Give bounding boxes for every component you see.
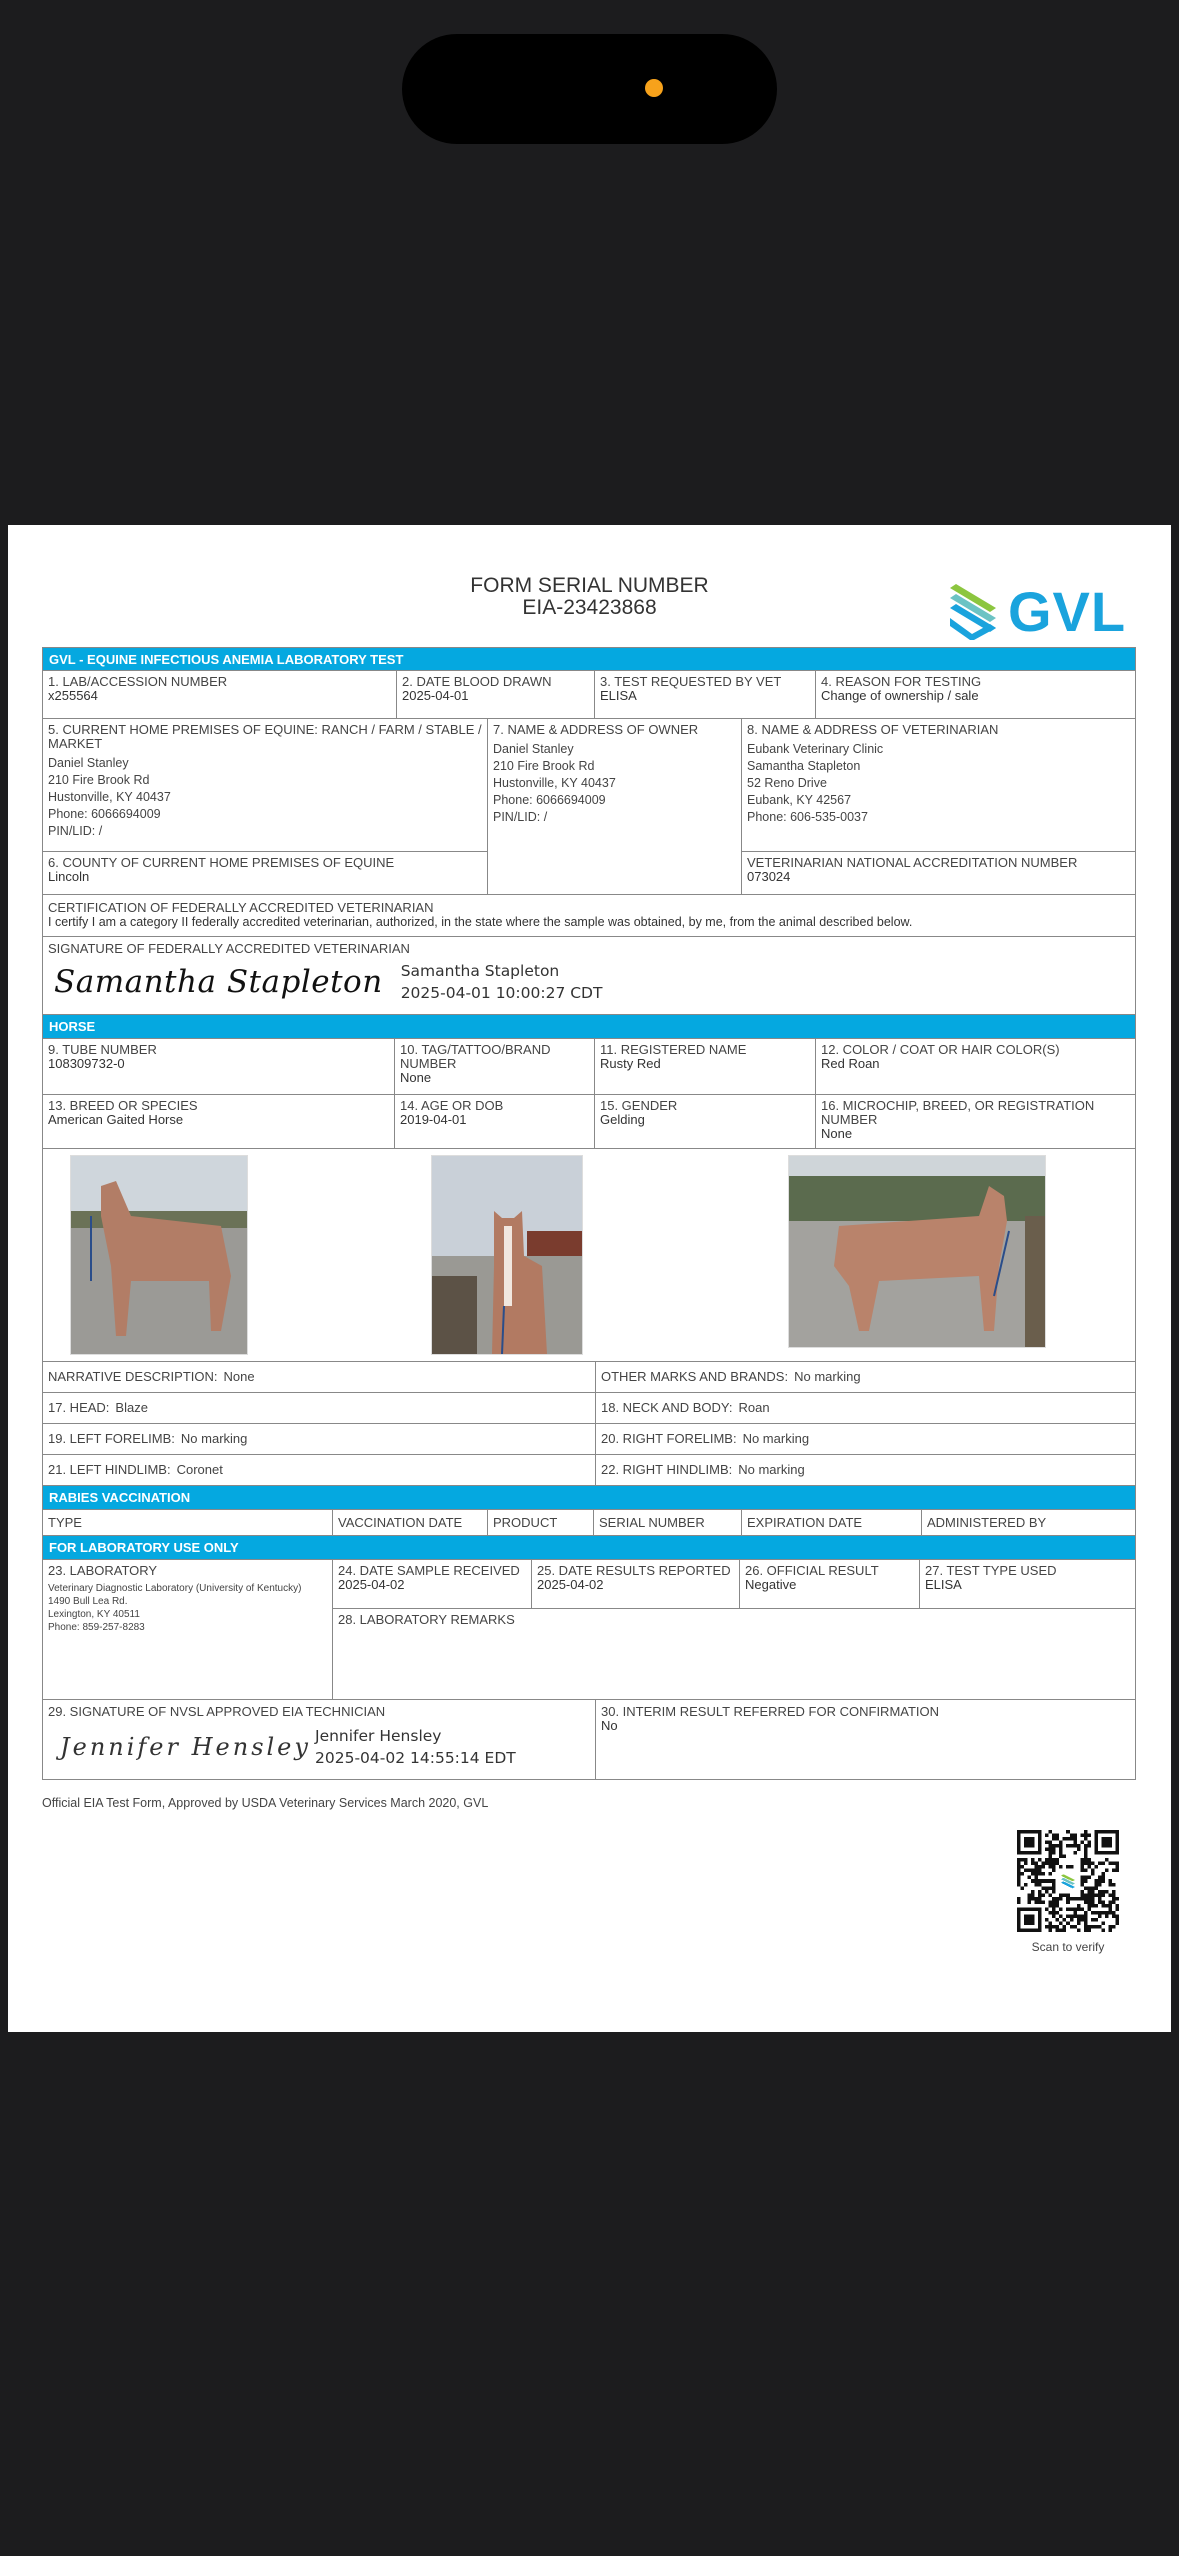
official-result-value: Negative	[745, 1577, 797, 1592]
gender-value: Gelding	[600, 1112, 645, 1127]
lab-results-column	[333, 1560, 1135, 1699]
section-bar-lab: FOR LABORATORY USE ONLY	[42, 1536, 1136, 1560]
vet-signature-timestamp: 2025-04-01 10:00:27 CDT	[400, 984, 603, 1002]
test-type-value: ELISA	[925, 1577, 962, 1592]
county-cell	[43, 852, 487, 894]
other-marks-label: OTHER MARKS AND BRANDS:	[601, 1369, 789, 1384]
lab-remarks-label: 28. LABORATORY REMARKS	[338, 1612, 515, 1627]
county-label: 6. COUNTY OF CURRENT HOME PREMISES OF EQUINE	[48, 855, 395, 870]
test-requested-value: ELISA	[600, 688, 637, 703]
markings-row-1	[42, 1362, 1136, 1393]
microchip-cell	[816, 1095, 1135, 1148]
approval-footer-note: Official EIA Test Form, Approved by USDA Veterinary Services March 2020, GVL	[42, 1796, 489, 1810]
rabies-col-product: PRODUCT	[488, 1510, 594, 1535]
interim-result-value: No	[601, 1718, 618, 1733]
tube-number-value: 108309732-0	[48, 1056, 125, 1071]
tag-number-cell	[395, 1039, 595, 1094]
technician-signature-meta	[315, 1725, 516, 1769]
other-marks-cell	[596, 1362, 1135, 1392]
lab-accession-cell	[43, 671, 397, 718]
test-requested-label: 3. TEST REQUESTED BY VET	[600, 674, 782, 689]
lab-remarks-cell	[333, 1609, 1135, 1699]
lab-accession-label: 1. LAB/ACCESSION NUMBER	[48, 674, 228, 689]
tube-number-label: 9. TUBE NUMBER	[48, 1042, 157, 1057]
breed-label: 13. BREED OR SPECIES	[48, 1098, 198, 1113]
serial-label: FORM SERIAL NUMBER	[470, 574, 709, 597]
accreditation-number: 073024	[747, 869, 791, 884]
color-cell	[816, 1039, 1135, 1094]
markings-row-3	[42, 1424, 1136, 1455]
rabies-col-administered-by: ADMINISTERED BY	[927, 1515, 1047, 1530]
certification-text: I certify I am a category II federally accredited veterinarian, authorized, in the state where the sample was obtained, by me, from the animal described below.	[48, 915, 913, 929]
date-received-value: 2025-04-02	[338, 1577, 405, 1592]
laboratory-line: Lexington, KY 40511	[48, 1609, 140, 1620]
gender-label: 15. GENDER	[600, 1098, 678, 1113]
premises-line: Daniel Stanley	[48, 756, 129, 770]
interim-result-label: 30. INTERIM RESULT REFERRED FOR CONFIRMATION	[601, 1704, 940, 1719]
certification-row	[42, 895, 1136, 937]
rabies-col-serial-number: SERIAL NUMBER	[594, 1510, 742, 1535]
lab-accession-value: x255564	[48, 688, 98, 703]
verification-qr-code[interactable]	[1017, 1830, 1119, 1932]
laboratory-address	[48, 1582, 327, 1634]
rabies-col-type: TYPE	[43, 1510, 333, 1535]
tag-number-label: 10. TAG/TATTOO/BRAND NUMBER	[400, 1042, 551, 1071]
section-bar-eia: GVL - EQUINE INFECTIOUS ANEMIA LABORATORY TEST	[42, 647, 1136, 671]
owner-line: Hustonville, KY 40437	[493, 776, 616, 790]
premises-line: Phone: 6066694009	[48, 807, 161, 821]
technician-signature-cell	[43, 1700, 596, 1779]
vet-address	[747, 741, 1130, 826]
date-received-label: 24. DATE SAMPLE RECEIVED	[338, 1563, 520, 1578]
technician-row	[42, 1700, 1136, 1780]
date-reported-value: 2025-04-02	[537, 1577, 604, 1592]
owner-line: PIN/LID: /	[493, 810, 548, 824]
vet-cell	[742, 719, 1135, 852]
vet-label: 8. NAME & ADDRESS OF VETERINARIAN	[747, 722, 999, 737]
horse-row-1	[42, 1039, 1136, 1095]
dynamic-island	[402, 34, 777, 144]
horse-row-2	[42, 1095, 1136, 1149]
breed-cell	[43, 1095, 395, 1148]
accreditation-label: VETERINARIAN NATIONAL ACCREDITATION NUMBER	[747, 855, 1078, 870]
premises-column	[43, 719, 488, 894]
section-bar-rabies: RABIES VACCINATION	[42, 1486, 1136, 1510]
vet-line: Eubank Veterinary Clinic	[747, 742, 884, 756]
county-value: Lincoln	[48, 869, 90, 884]
rabies-col-expiration-date: EXPIRATION DATE	[742, 1510, 922, 1535]
technician-name: Jennifer Hensley	[315, 1727, 442, 1745]
certification-cell	[43, 895, 1135, 936]
premises-address	[48, 755, 482, 840]
laboratory-cell	[43, 1560, 333, 1699]
rabies-col-vaccination-date: VACCINATION DATE	[333, 1510, 488, 1535]
horse-right-side-photo	[788, 1155, 1046, 1348]
date-drawn-cell	[397, 671, 595, 718]
qr-caption: Scan to verify	[1031, 1940, 1105, 1954]
vet-column	[742, 719, 1135, 894]
horse-left-side-photo	[70, 1155, 248, 1355]
color-label: 12. COLOR / COAT OR HAIR COLOR(S)	[821, 1042, 1060, 1057]
head-cell	[43, 1393, 596, 1423]
lab-row	[42, 1560, 1136, 1700]
right-forelimb-cell	[596, 1424, 1135, 1454]
vet-signature-cell	[43, 937, 1135, 1014]
horse-photos-row	[42, 1149, 1136, 1362]
vet-line: 52 Reno Drive	[747, 776, 827, 790]
form-table	[42, 647, 1136, 1780]
narrative-cell	[43, 1362, 596, 1392]
markings-row-2	[42, 1393, 1136, 1424]
left-forelimb-cell	[43, 1424, 596, 1454]
markings-row-4	[42, 1455, 1136, 1486]
logo-text: GVL	[1008, 580, 1127, 643]
owner-line: Phone: 6066694009	[493, 793, 606, 807]
left-hindlimb-value: Coronet	[176, 1462, 223, 1477]
vet-signature-row	[42, 937, 1136, 1015]
date-reported-label: 25. DATE RESULTS REPORTED	[537, 1563, 731, 1578]
neck-body-cell	[596, 1393, 1135, 1423]
narrative-value: None	[223, 1369, 255, 1384]
interim-result-cell	[596, 1700, 1135, 1779]
laboratory-line: Phone: 859-257-8283	[48, 1622, 145, 1633]
vet-signature-script: Samantha Stapleton	[54, 964, 383, 1000]
test-type-cell	[920, 1560, 1135, 1608]
left-hindlimb-cell	[43, 1455, 596, 1485]
vet-line: Phone: 606-535-0037	[747, 810, 868, 824]
dob-cell	[395, 1095, 595, 1148]
owner-cell	[488, 719, 742, 894]
gvl-logo	[948, 580, 1148, 644]
microchip-label: 16. MICROCHIP, BREED, OR REGISTRATION NUMBER	[821, 1098, 1095, 1127]
right-hindlimb-cell	[596, 1455, 1135, 1485]
premises-owner-vet-row	[42, 719, 1136, 895]
microchip-value: None	[821, 1126, 853, 1141]
neck-body-value: Roan	[738, 1400, 770, 1415]
test-type-label: 27. TEST TYPE USED	[925, 1563, 1057, 1578]
certification-label: CERTIFICATION OF FEDERALLY ACCREDITED VETERINARIAN	[48, 900, 434, 915]
official-result-cell	[740, 1560, 920, 1608]
date-drawn-label: 2. DATE BLOOD DRAWN	[402, 674, 552, 689]
technician-signature-block	[48, 1725, 590, 1769]
owner-address	[493, 741, 736, 826]
premises-cell	[43, 719, 487, 852]
accreditation-cell	[742, 852, 1135, 894]
left-hindlimb-label: 21. LEFT HINDLIMB:	[48, 1462, 171, 1477]
owner-line: Daniel Stanley	[493, 742, 574, 756]
right-forelimb-label: 20. RIGHT FORELIMB:	[601, 1431, 737, 1446]
tag-number-value: None	[400, 1070, 432, 1085]
gvl-layers-icon	[948, 584, 998, 640]
premises-line: 210 Fire Brook Rd	[48, 773, 150, 787]
dob-label: 14. AGE OR DOB	[400, 1098, 504, 1113]
vet-line: Eubank, KY 42567	[747, 793, 852, 807]
section-bar-horse: HORSE	[42, 1015, 1136, 1039]
technician-signature-label: 29. SIGNATURE OF NVSL APPROVED EIA TECHNICIAN	[48, 1704, 386, 1719]
vet-signature-label: SIGNATURE OF FEDERALLY ACCREDITED VETERINARIAN	[48, 941, 410, 956]
reason-value: Change of ownership / sale	[821, 688, 979, 703]
horse-front-photo	[431, 1155, 583, 1355]
test-info-row	[42, 671, 1136, 719]
right-hindlimb-label: 22. RIGHT HINDLIMB:	[601, 1462, 733, 1477]
owner-label: 7. NAME & ADDRESS OF OWNER	[493, 722, 699, 737]
eia-form-document	[8, 525, 1171, 2032]
vet-signature-meta	[401, 960, 603, 1004]
premises-line: PIN/LID: /	[48, 824, 103, 838]
vet-line: Samantha Stapleton	[747, 759, 861, 773]
technician-signature-script: Jennifer Hensley	[60, 1733, 311, 1761]
laboratory-line: 1490 Bull Lea Rd.	[48, 1596, 128, 1607]
head-value: Blaze	[115, 1400, 148, 1415]
premises-line: Hustonville, KY 40437	[48, 790, 171, 804]
rabies-header-row	[42, 1510, 1136, 1536]
color-value: Red Roan	[821, 1056, 880, 1071]
date-received-cell	[333, 1560, 532, 1608]
registered-name-cell	[595, 1039, 816, 1094]
serial-number: EIA-23423868	[522, 596, 657, 619]
tube-number-cell	[43, 1039, 395, 1094]
breed-value: American Gaited Horse	[48, 1112, 184, 1127]
owner-line: 210 Fire Brook Rd	[493, 759, 595, 773]
reason-cell	[816, 671, 1135, 718]
camera-indicator-dot	[645, 79, 663, 97]
left-forelimb-value: No marking	[180, 1431, 248, 1446]
gender-cell	[595, 1095, 816, 1148]
registered-name-label: 11. REGISTERED NAME	[600, 1042, 747, 1057]
other-marks-value: No marking	[794, 1369, 861, 1384]
lab-results-row	[333, 1560, 1135, 1609]
vet-signature-name: Samantha Stapleton	[400, 962, 560, 980]
head-label: 17. HEAD:	[48, 1400, 110, 1415]
technician-timestamp: 2025-04-02 14:55:14 EDT	[315, 1749, 516, 1767]
date-reported-cell	[532, 1560, 740, 1608]
date-drawn-value: 2025-04-01	[402, 688, 469, 703]
narrative-label: NARRATIVE DESCRIPTION:	[48, 1369, 218, 1384]
laboratory-line: Veterinary Diagnostic Laboratory (University of Kentucky)	[48, 1583, 302, 1594]
laboratory-label: 23. LABORATORY	[48, 1563, 158, 1578]
left-forelimb-label: 19. LEFT FORELIMB:	[48, 1431, 175, 1446]
right-hindlimb-value: No marking	[738, 1462, 805, 1477]
right-forelimb-value: No marking	[742, 1431, 810, 1446]
dob-value: 2019-04-01	[400, 1112, 467, 1127]
reason-label: 4. REASON FOR TESTING	[821, 674, 982, 689]
premises-label: 5. CURRENT HOME PREMISES OF EQUINE: RANCH / FARM / STABLE / MARKET	[48, 722, 482, 751]
neck-body-label: 18. NECK AND BODY:	[601, 1400, 733, 1415]
vet-signature-block	[48, 960, 1130, 1004]
registered-name-value: Rusty Red	[600, 1056, 661, 1071]
test-requested-cell	[595, 671, 816, 718]
official-result-label: 26. OFFICIAL RESULT	[745, 1563, 879, 1578]
